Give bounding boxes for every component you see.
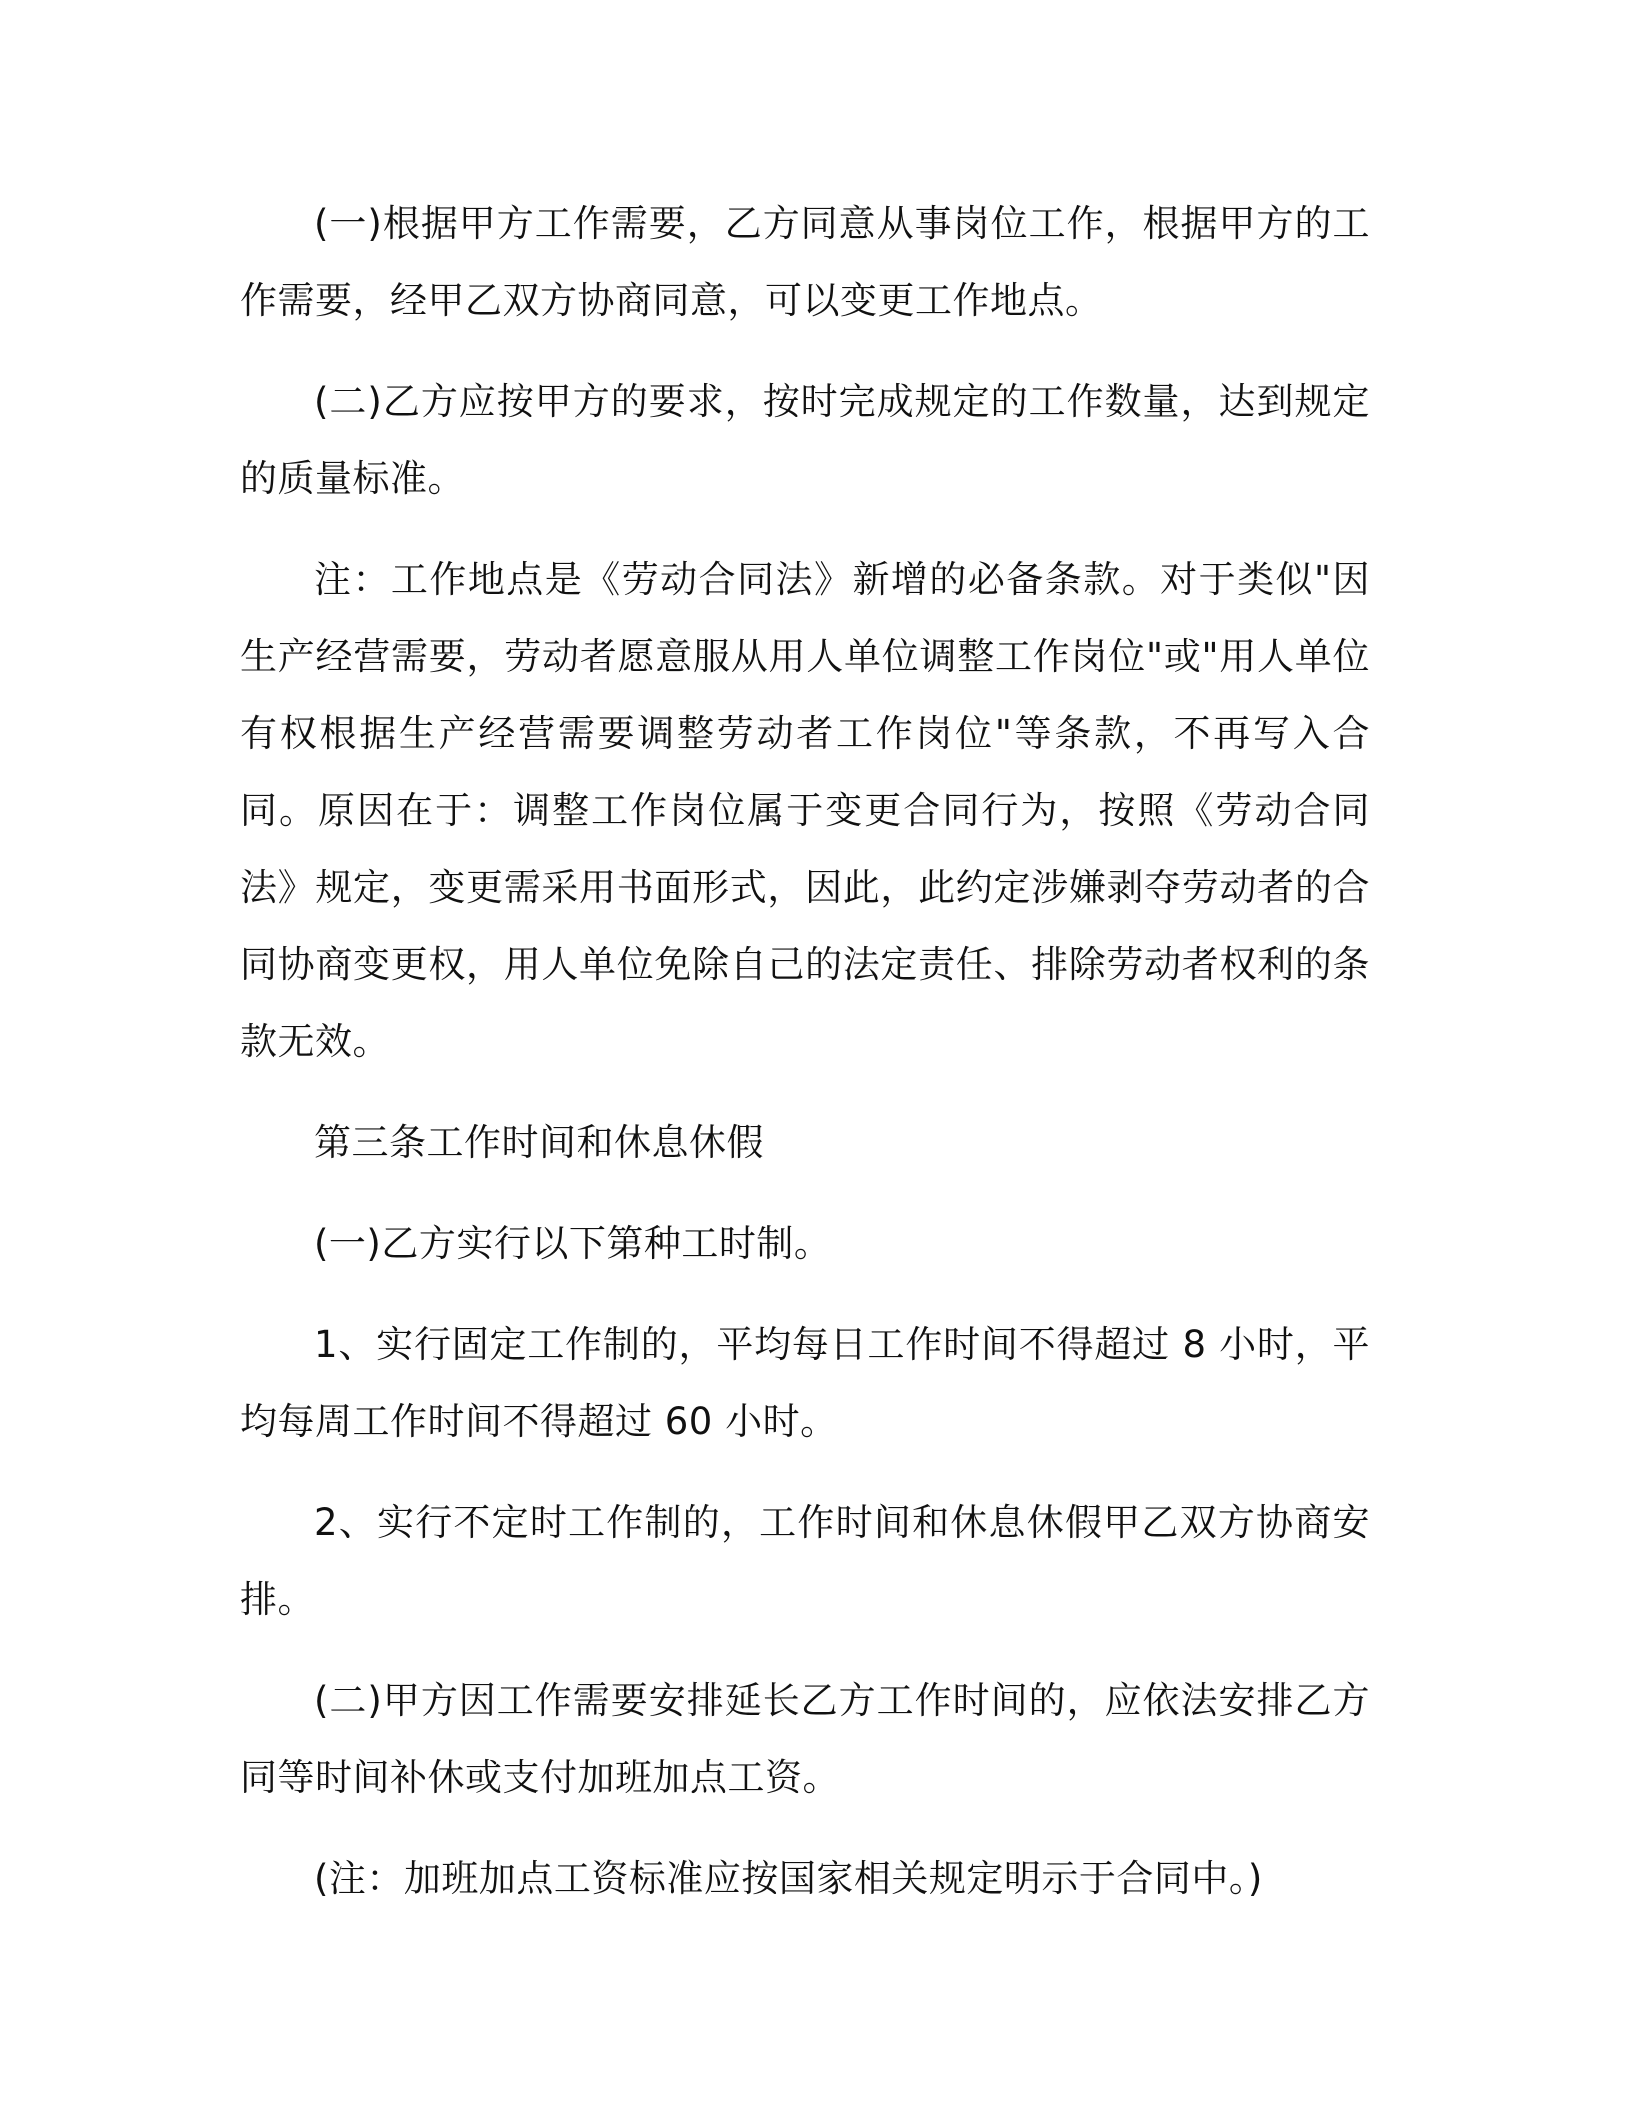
paragraph-fixed-hours: 1、实行固定工作制的，平均每日工作时间不得超过 8 小时，平均每周工作时间不得超过 60 小时。 — [240, 1323, 1370, 1443]
paragraph-work-position: (一)根据甲方工作需要，乙方同意从事岗位工作，根据甲方的工作需要，经甲乙双方协商同意，可以变更工作地点。 — [240, 202, 1370, 322]
paragraph-flexible-hours: 2、实行不定时工作制的，工作时间和休息休假甲乙双方协商安排。 — [240, 1501, 1370, 1621]
paragraph-work-quantity: (二)乙方应按甲方的要求，按时完成规定的工作数量，达到规定的质量标准。 — [240, 380, 1370, 500]
paragraph-work-location-note: 注：工作地点是《劳动合同法》新增的必备条款。对于类似"因生产经营需要，劳动者愿意服从用人单位调整工作岗位"或"用人单位有权根据生产经营需要调整劳动者工作岗位"等条款，不再写入合同。原因在于：调整工作岗位属于变更合同行为，按照《劳动合同法》规定，变更需采用书面形式，因此，此约定涉嫌剥夺劳动者的合同协商变更权，用人单位免除自己的法定责任、排除劳动者权利的条款无效。 — [240, 558, 1370, 1063]
paragraph-work-hour-system: (一)乙方实行以下第种工时制。 — [314, 1222, 832, 1265]
section-heading-article-3: 第三条工作时间和休息休假 — [314, 1121, 764, 1164]
document-body — [240, 185, 1370, 1917]
paragraph-overtime-note: (注：加班加点工资标准应按国家相关规定明示于合同中。) — [314, 1857, 1263, 1900]
paragraph-overtime: (二)甲方因工作需要安排延长乙方工作时间的，应依法安排乙方同等时间补休或支付加班加点工资。 — [240, 1679, 1370, 1799]
